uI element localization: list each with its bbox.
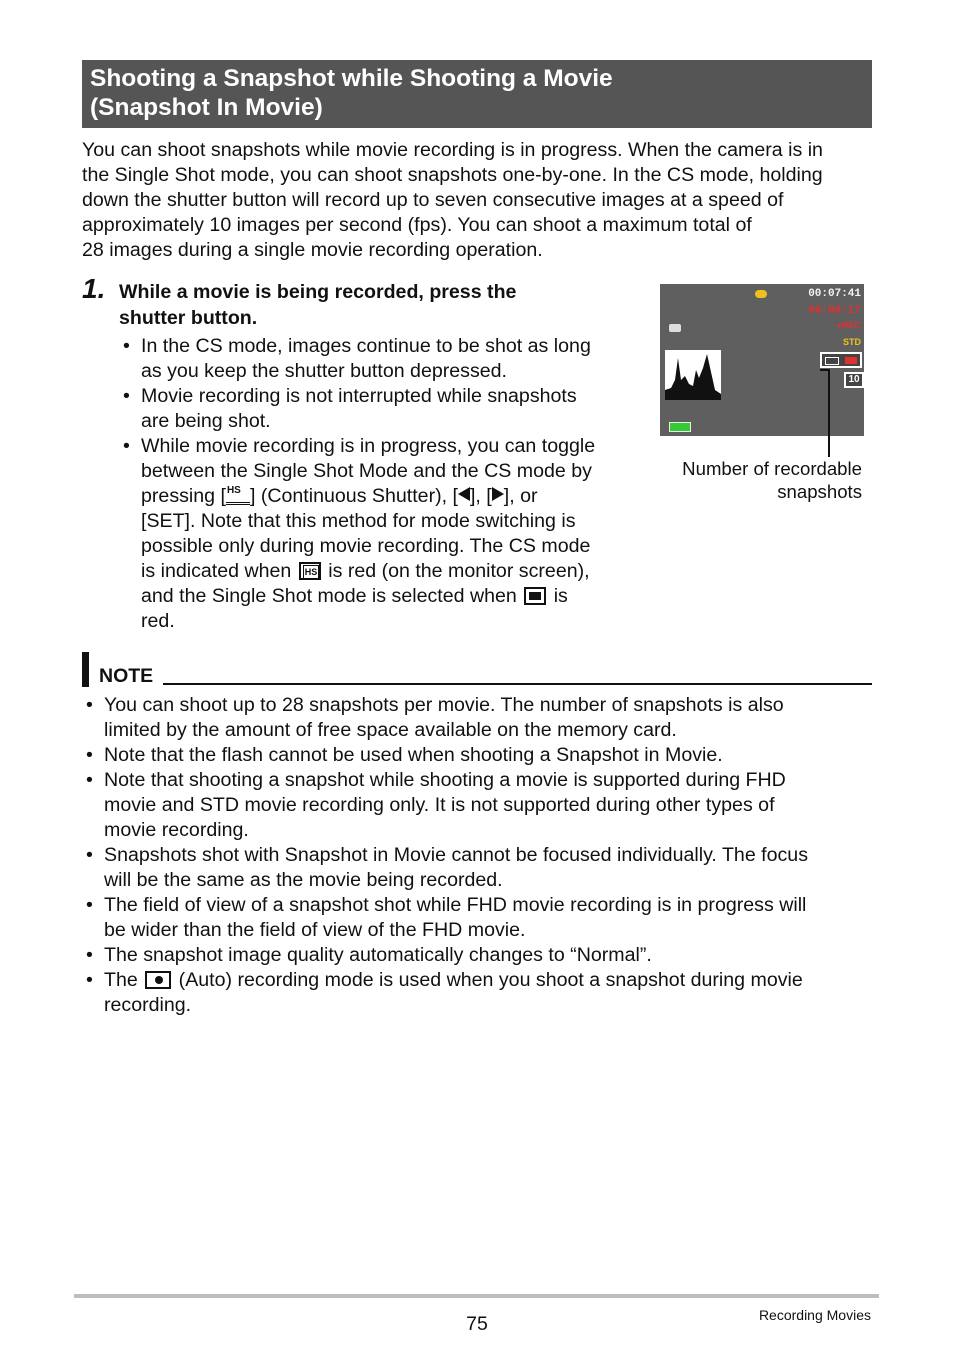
page-number: 75 (466, 1313, 488, 1335)
bullet-line: [SET]. Note that this method for mode switching is (141, 510, 576, 532)
bullet-line: While movie recording is in progress, you can toggle (141, 435, 596, 457)
bullet-dot: • (86, 769, 93, 791)
cs-mode-icon (299, 562, 321, 580)
text-part: pressing [ (141, 485, 226, 507)
bullet-line: are being shot. (141, 410, 271, 432)
title-line-2: (Snapshot In Movie) (90, 94, 323, 121)
title-line-1: Shooting a Snapshot while Shooting a Movie (90, 65, 613, 92)
bullet-line: between the Single Shot Mode and the CS mode by (141, 460, 592, 482)
intro-paragraph (82, 138, 874, 263)
single-shot-icon (524, 587, 546, 605)
callout-line-2: snapshots (777, 481, 862, 502)
recording-time: 00:00:17 (808, 305, 861, 317)
bullet-line: possible only during movie recording. The CS mode (141, 535, 591, 557)
bullet-dot: • (86, 694, 93, 716)
bullet-dot: • (123, 335, 130, 357)
note-line: Note that the flash cannot be used when shooting a Snapshot in Movie. (104, 744, 723, 766)
note-line-with-icon (104, 968, 803, 993)
bullet-line-with-icons (141, 484, 538, 509)
intro-line: approximately 10 images per second (fps). You can shoot a maximum total of (82, 214, 752, 236)
quality-indicator: STD (843, 337, 861, 347)
note-line: movie and STD movie recording only. It is not supported during other types of (104, 794, 775, 816)
note-line: recording. (104, 994, 192, 1016)
text-part: ], [ (469, 485, 492, 507)
bullet-line: as you keep the shutter button depressed. (141, 360, 507, 382)
bullet-dot: • (86, 844, 93, 866)
text-part: is (553, 585, 568, 607)
note-heading: NOTE (99, 665, 154, 687)
note-rule (163, 683, 872, 685)
camera-monitor-screen (660, 284, 864, 436)
bullet-dot: • (86, 969, 93, 991)
bullet-dot: • (86, 894, 93, 916)
section-title (82, 60, 872, 128)
intro-line: the Single Shot mode, you can shoot snapshots one-by-one. In the CS mode, holding (82, 164, 823, 186)
histogram (665, 350, 721, 400)
step-instruction (119, 279, 639, 331)
intro-line: 28 images during a single movie recording operation. (82, 239, 543, 261)
remaining-time: 00:07:41 (808, 288, 861, 300)
left-arrow-icon (458, 487, 470, 501)
note-marker (82, 652, 89, 687)
bullet-line: red. (141, 610, 175, 632)
continuous-shutter-icon (226, 485, 250, 505)
stabilizer-icon (669, 324, 681, 332)
callout-label (660, 457, 862, 503)
note-line: Note that shooting a snapshot while shooting a movie is supported during FHD (104, 769, 786, 791)
intro-line: down the shutter button will record up to seven consecutive images at a speed of (82, 189, 784, 211)
bullet-dot: • (86, 944, 93, 966)
rec-indicator: ●REC (836, 320, 861, 330)
text-part: ] (Continuous Shutter), [ (249, 485, 458, 507)
note-line: The field of view of a snapshot shot while FHD movie recording is in progress will (104, 894, 807, 916)
bullet-line-with-icons (141, 559, 590, 584)
note-line: movie recording. (104, 819, 249, 841)
bullet-line: Movie recording is not interrupted while snapshots (141, 385, 577, 407)
intro-line: You can shoot snapshots while movie recording is in progress. When the camera is in (82, 139, 823, 161)
step-line: shutter button. (119, 307, 258, 329)
note-line: You can shoot up to 28 snapshots per movie. The number of snapshots is also (104, 694, 784, 716)
face-detect-icon (755, 290, 767, 298)
text-part: is red (on the monitor screen), (328, 560, 590, 582)
note-line: The snapshot image quality automatically changes to “Normal”. (104, 944, 652, 966)
bullet-line: In the CS mode, images continue to be shot as long (141, 335, 591, 357)
battery-icon (669, 422, 691, 432)
bullet-dot: • (86, 744, 93, 766)
note-line: limited by the amount of free space available on the memory card. (104, 719, 677, 741)
text-part: and the Single Shot mode is selected when (141, 585, 517, 607)
text-part: (Auto) recording mode is used when you shoot a snapshot during movie (178, 969, 803, 991)
step-number: 1. (82, 273, 106, 304)
mode-indicator-box (820, 352, 862, 368)
note-line: be wider than the field of view of the FHD movie. (104, 919, 526, 941)
bullet-line-with-icons (141, 584, 568, 609)
bullet-dot: • (123, 385, 130, 407)
note-line: Snapshots shot with Snapshot in Movie cannot be focused individually. The focus (104, 844, 808, 866)
text-part: The (104, 969, 138, 991)
text-part: is indicated when (141, 560, 292, 582)
step-line: While a movie is being recorded, press the (119, 281, 517, 303)
snapshot-count: 10 (844, 372, 864, 388)
callout-line (828, 369, 830, 457)
callout-line-1: Number of recordable (682, 458, 862, 479)
note-line: will be the same as the movie being recorded. (104, 869, 503, 891)
footer-rule (74, 1294, 879, 1298)
text-part: ], or (503, 485, 538, 507)
bullet-dot: • (123, 435, 130, 457)
section-name: Recording Movies (758, 1307, 871, 1323)
auto-camera-icon (145, 971, 171, 989)
right-arrow-icon (492, 487, 504, 501)
